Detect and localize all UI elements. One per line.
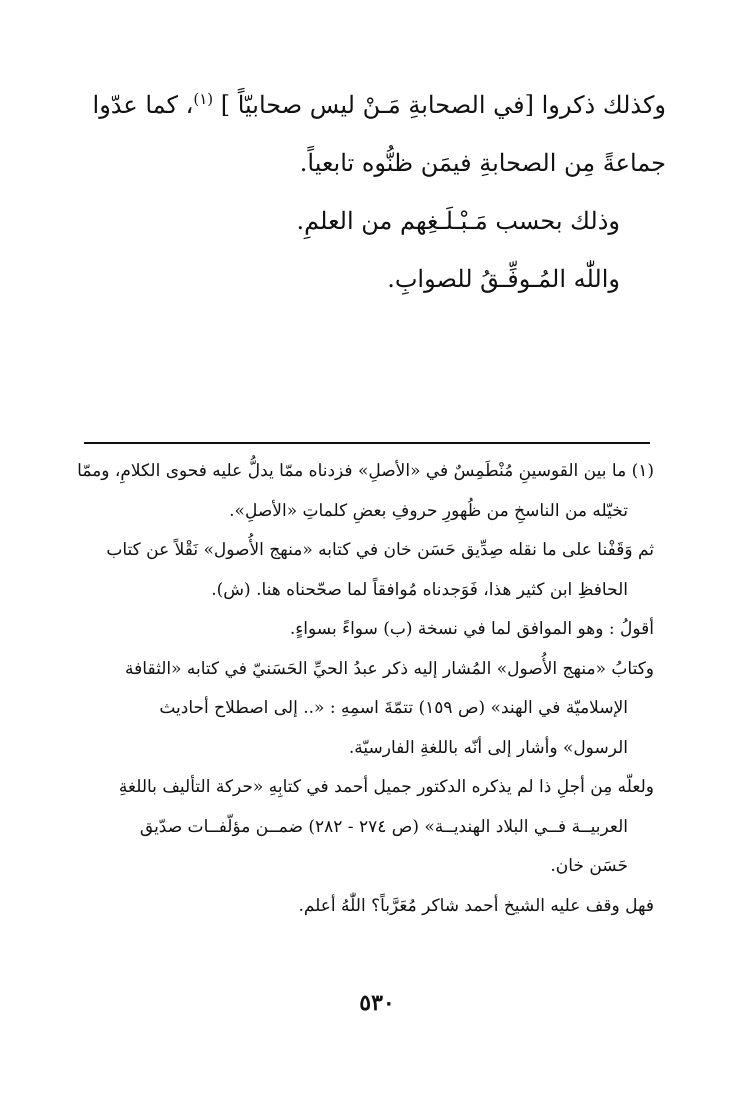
footnote-line: الرسول» وأشار إلى أنّه باللغةِ الفارسيّة. bbox=[348, 737, 628, 758]
footnotes-block bbox=[62, 452, 654, 926]
footnote-divider bbox=[84, 442, 650, 444]
main-line-1-tail: ، كما عدّوا bbox=[92, 91, 194, 119]
main-line-2: جماعةً مِن الصحابةِ فيمَن ظنُّوه تابعياً. bbox=[299, 149, 666, 177]
main-text-block bbox=[60, 70, 666, 308]
main-line-1-text: وكذلك ذكروا [في الصحابةِ مَـنْ ليس صحابيّاً ] bbox=[220, 91, 666, 119]
footnote-marker: (١) bbox=[193, 90, 214, 108]
footnote-line: ثم وَقَفْنا على ما نقله صِدِّيق حَسَن خان في كتابه «منهج الأُصول» نَقْلاً عن كتاب bbox=[106, 540, 654, 560]
footnote-line: وكتابُ «منهج الأُصول» المُشار إليه ذكر عبدُ الحيِّ الحَسَنيّ في كتابه «الثقافة bbox=[125, 658, 654, 679]
main-line-4: واللّٰه المُـوفِّـقُ للصوابِ. bbox=[387, 265, 620, 293]
footnote-line: ولعلّه مِن أجلِ ذا لم يذكره الدكتور جميل أحمد في كتابِهِ «حركة التأليف باللغةِ bbox=[118, 777, 654, 797]
footnote-line: فهل وقف عليه الشيخ أحمد شاكر مُعَرَّباً؟ اللّٰهُ أعلم. bbox=[298, 895, 654, 916]
footnote-line: العربيــة فــي البلاد الهنديــة» (ص ٢٧٤ - ٢٨٢) ضمــن مؤلّفــات صدّيق bbox=[139, 816, 628, 837]
footnote-line: أقولُ : وهو الموافق لما في نسخة (ب) سواءً بسواءٍ. bbox=[289, 619, 654, 639]
page-number: ٥٣٠ bbox=[359, 990, 395, 1016]
footnote-line: الحافظِ ابن كثير هذا، فَوَجدناه مُوافقاً لما صحّحناه هنا. (ش). bbox=[211, 579, 628, 600]
footnote-line: حَسَن خان. bbox=[550, 856, 628, 876]
main-line-1 bbox=[60, 70, 666, 134]
footnote-line: الإسلاميّة في الهند» (ص ١٥٩) تتمّةَ اسمِهِ : «.. إلى اصطلاح أحاديث bbox=[159, 698, 628, 718]
footnote-line: تخيّله من الناسخِ من ظُهورِ حروفِ بعضِ كلماتِ «الأصلِ». bbox=[229, 500, 628, 521]
footnote-line: (١) ما بين القوسينِ مُنْطَمِسٌ في «الأصلِ» فزدناه ممّا يدلُّ عليه فحوى الكلامِ، وممّا bbox=[77, 461, 654, 481]
main-line-3: وذلك بحسب مَـبْـلَـغِهم من العلمِ. bbox=[296, 207, 620, 235]
